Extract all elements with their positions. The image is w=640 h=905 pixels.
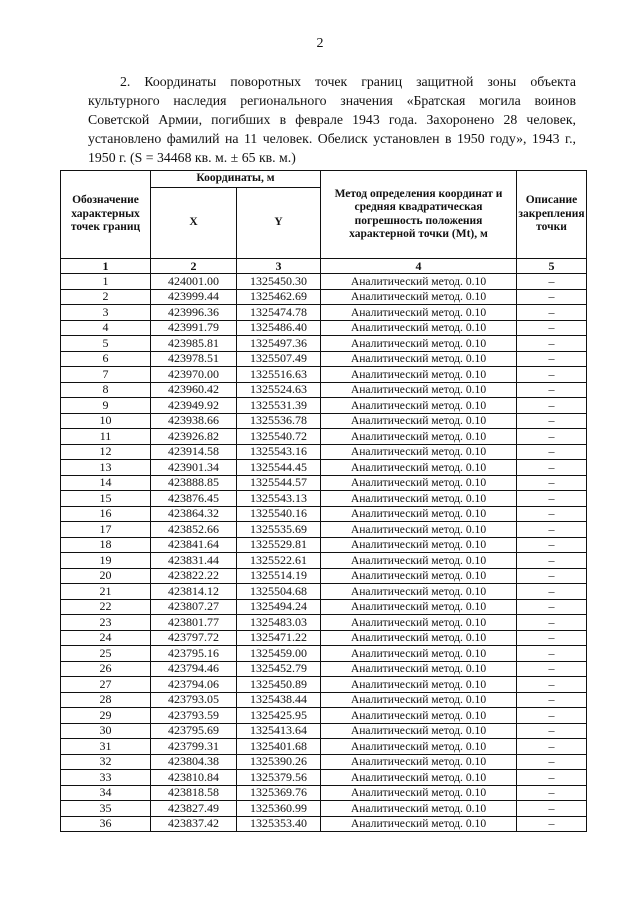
header-coords: Координаты, м <box>151 171 321 188</box>
point-cell: 22 <box>61 599 151 615</box>
description-cell: – <box>517 413 587 429</box>
y-cell: 1325514.19 <box>237 568 321 584</box>
point-cell: 30 <box>61 723 151 739</box>
method-cell: Аналитический метод. 0.10 <box>321 615 517 631</box>
method-cell: Аналитический метод. 0.10 <box>321 568 517 584</box>
table-row <box>61 398 587 414</box>
description-cell: – <box>517 599 587 615</box>
x-cell: 423938.66 <box>151 413 237 429</box>
point-cell: 13 <box>61 460 151 476</box>
description-cell: – <box>517 537 587 553</box>
x-cell: 423888.85 <box>151 475 237 491</box>
y-cell: 1325522.61 <box>237 553 321 569</box>
table-row <box>61 351 587 367</box>
method-cell: Аналитический метод. 0.10 <box>321 274 517 290</box>
method-cell: Аналитический метод. 0.10 <box>321 723 517 739</box>
y-cell: 1325413.64 <box>237 723 321 739</box>
description-cell: – <box>517 754 587 770</box>
method-cell: Аналитический метод. 0.10 <box>321 708 517 724</box>
point-cell: 34 <box>61 785 151 801</box>
method-cell: Аналитический метод. 0.10 <box>321 553 517 569</box>
method-cell: Аналитический метод. 0.10 <box>321 770 517 786</box>
table-row <box>61 382 587 398</box>
point-cell: 2 <box>61 289 151 305</box>
method-cell: Аналитический метод. 0.10 <box>321 692 517 708</box>
method-cell: Аналитический метод. 0.10 <box>321 460 517 476</box>
header-method: Метод определения координат и средняя квадратическая погрешность положения характерной точки (Mt), м <box>321 171 517 259</box>
x-cell: 423926.82 <box>151 429 237 445</box>
method-cell: Аналитический метод. 0.10 <box>321 351 517 367</box>
point-cell: 23 <box>61 615 151 631</box>
page-number: 2 <box>316 36 324 51</box>
x-cell: 423827.49 <box>151 801 237 817</box>
table-row <box>61 677 587 693</box>
table-row <box>61 522 587 538</box>
x-cell: 423852.66 <box>151 522 237 538</box>
table-row <box>61 289 587 305</box>
method-cell: Аналитический метод. 0.10 <box>321 522 517 538</box>
x-cell: 423795.69 <box>151 723 237 739</box>
method-cell: Аналитический метод. 0.10 <box>321 336 517 352</box>
point-cell: 17 <box>61 522 151 538</box>
y-cell: 1325524.63 <box>237 382 321 398</box>
method-cell: Аналитический метод. 0.10 <box>321 444 517 460</box>
table-row <box>61 336 587 352</box>
method-cell: Аналитический метод. 0.10 <box>321 599 517 615</box>
y-cell: 1325544.57 <box>237 475 321 491</box>
x-cell: 423807.27 <box>151 599 237 615</box>
method-cell: Аналитический метод. 0.10 <box>321 630 517 646</box>
x-cell: 423795.16 <box>151 646 237 662</box>
y-cell: 1325390.26 <box>237 754 321 770</box>
table-row <box>61 739 587 755</box>
x-cell: 423978.51 <box>151 351 237 367</box>
table-row <box>61 475 587 491</box>
y-cell: 1325401.68 <box>237 739 321 755</box>
y-cell: 1325486.40 <box>237 320 321 336</box>
point-cell: 25 <box>61 646 151 662</box>
y-cell: 1325459.00 <box>237 646 321 662</box>
x-cell: 423818.58 <box>151 785 237 801</box>
header-y: Y <box>237 188 321 259</box>
table-row <box>61 274 587 290</box>
y-cell: 1325462.69 <box>237 289 321 305</box>
x-cell: 423810.84 <box>151 770 237 786</box>
y-cell: 1325535.69 <box>237 522 321 538</box>
description-cell: – <box>517 677 587 693</box>
description-cell: – <box>517 444 587 460</box>
description-cell: – <box>517 584 587 600</box>
description-cell: – <box>517 336 587 352</box>
x-cell: 423804.38 <box>151 754 237 770</box>
description-cell: – <box>517 723 587 739</box>
table-row <box>61 770 587 786</box>
point-cell: 3 <box>61 305 151 321</box>
y-cell: 1325507.49 <box>237 351 321 367</box>
description-cell: – <box>517 429 587 445</box>
intro-text: 2. Координаты поворотных точек границ защитной зоны объекта культурного наследия регионального значения «Братская могила воинов Советской Армии, погибших в феврале 1943 года. Захоронено 28 человек, установлено фамилий на 11 человек. Обелиск установлен в 1950 году», 1943 г., 1950 г. (S = 34468 кв. м. ± 65 кв. м.) <box>88 74 576 165</box>
col-number-2: 2 <box>151 259 237 274</box>
method-cell: Аналитический метод. 0.10 <box>321 584 517 600</box>
y-cell: 1325544.45 <box>237 460 321 476</box>
y-cell: 1325369.76 <box>237 785 321 801</box>
x-cell: 423831.44 <box>151 553 237 569</box>
table-row <box>61 506 587 522</box>
table-row <box>61 491 587 507</box>
table-row <box>61 801 587 817</box>
x-cell: 423841.64 <box>151 537 237 553</box>
method-cell: Аналитический метод. 0.10 <box>321 320 517 336</box>
point-cell: 32 <box>61 754 151 770</box>
col-number-3: 3 <box>237 259 321 274</box>
description-cell: – <box>517 351 587 367</box>
method-cell: Аналитический метод. 0.10 <box>321 537 517 553</box>
table-row <box>61 630 587 646</box>
y-cell: 1325360.99 <box>237 801 321 817</box>
method-cell: Аналитический метод. 0.10 <box>321 367 517 383</box>
header-description: Описание закрепления точки <box>517 171 587 259</box>
description-cell: – <box>517 382 587 398</box>
method-cell: Аналитический метод. 0.10 <box>321 506 517 522</box>
table-row <box>61 785 587 801</box>
description-cell: – <box>517 274 587 290</box>
method-cell: Аналитический метод. 0.10 <box>321 754 517 770</box>
point-cell: 15 <box>61 491 151 507</box>
method-cell: Аналитический метод. 0.10 <box>321 429 517 445</box>
table-row <box>61 305 587 321</box>
x-cell: 423814.12 <box>151 584 237 600</box>
y-cell: 1325540.72 <box>237 429 321 445</box>
y-cell: 1325471.22 <box>237 630 321 646</box>
description-cell: – <box>517 460 587 476</box>
point-cell: 35 <box>61 801 151 817</box>
point-cell: 24 <box>61 630 151 646</box>
description-cell: – <box>517 289 587 305</box>
table-row <box>61 754 587 770</box>
point-cell: 26 <box>61 661 151 677</box>
point-cell: 5 <box>61 336 151 352</box>
x-cell: 423949.92 <box>151 398 237 414</box>
table-row <box>61 599 587 615</box>
method-cell: Аналитический метод. 0.10 <box>321 677 517 693</box>
y-cell: 1325438.44 <box>237 692 321 708</box>
point-cell: 33 <box>61 770 151 786</box>
description-cell: – <box>517 553 587 569</box>
y-cell: 1325450.30 <box>237 274 321 290</box>
description-cell: – <box>517 630 587 646</box>
y-cell: 1325425.95 <box>237 708 321 724</box>
x-cell: 423837.42 <box>151 816 237 832</box>
y-cell: 1325543.13 <box>237 491 321 507</box>
x-cell: 423970.00 <box>151 367 237 383</box>
point-cell: 16 <box>61 506 151 522</box>
table-row <box>61 646 587 662</box>
point-cell: 27 <box>61 677 151 693</box>
col-number-4: 4 <box>321 259 517 274</box>
table-row <box>61 584 587 600</box>
description-cell: – <box>517 801 587 817</box>
y-cell: 1325353.40 <box>237 816 321 832</box>
x-cell: 423801.77 <box>151 615 237 631</box>
description-cell: – <box>517 506 587 522</box>
table-body <box>61 274 587 832</box>
description-cell: – <box>517 692 587 708</box>
y-cell: 1325497.36 <box>237 336 321 352</box>
description-cell: – <box>517 615 587 631</box>
y-cell: 1325483.03 <box>237 615 321 631</box>
x-cell: 423793.05 <box>151 692 237 708</box>
point-cell: 29 <box>61 708 151 724</box>
x-cell: 423999.44 <box>151 289 237 305</box>
description-cell: – <box>517 522 587 538</box>
table-row <box>61 460 587 476</box>
description-cell: – <box>517 320 587 336</box>
col-number-1: 1 <box>61 259 151 274</box>
x-cell: 423901.34 <box>151 460 237 476</box>
table-row <box>61 661 587 677</box>
description-cell: – <box>517 739 587 755</box>
table-row <box>61 816 587 832</box>
x-cell: 423864.32 <box>151 506 237 522</box>
x-cell: 423822.22 <box>151 568 237 584</box>
description-cell: – <box>517 785 587 801</box>
x-cell: 423794.46 <box>151 661 237 677</box>
description-cell: – <box>517 661 587 677</box>
method-cell: Аналитический метод. 0.10 <box>321 413 517 429</box>
method-cell: Аналитический метод. 0.10 <box>321 289 517 305</box>
table-row <box>61 708 587 724</box>
table-row <box>61 444 587 460</box>
y-cell: 1325543.16 <box>237 444 321 460</box>
description-cell: – <box>517 398 587 414</box>
y-cell: 1325450.89 <box>237 677 321 693</box>
point-cell: 9 <box>61 398 151 414</box>
point-cell: 31 <box>61 739 151 755</box>
x-cell: 423793.59 <box>151 708 237 724</box>
point-cell: 11 <box>61 429 151 445</box>
point-cell: 36 <box>61 816 151 832</box>
point-cell: 10 <box>61 413 151 429</box>
table-row <box>61 367 587 383</box>
header-point: Обозначение характерных точек границ <box>61 171 151 259</box>
table-row <box>61 413 587 429</box>
description-cell: – <box>517 770 587 786</box>
table-row <box>61 615 587 631</box>
y-cell: 1325494.24 <box>237 599 321 615</box>
method-cell: Аналитический метод. 0.10 <box>321 801 517 817</box>
method-cell: Аналитический метод. 0.10 <box>321 646 517 662</box>
table-row <box>61 429 587 445</box>
y-cell: 1325531.39 <box>237 398 321 414</box>
method-cell: Аналитический метод. 0.10 <box>321 382 517 398</box>
x-cell: 423914.58 <box>151 444 237 460</box>
point-cell: 6 <box>61 351 151 367</box>
method-cell: Аналитический метод. 0.10 <box>321 491 517 507</box>
x-cell: 423996.36 <box>151 305 237 321</box>
table-row <box>61 723 587 739</box>
table-row <box>61 537 587 553</box>
description-cell: – <box>517 646 587 662</box>
description-cell: – <box>517 708 587 724</box>
point-cell: 8 <box>61 382 151 398</box>
method-cell: Аналитический метод. 0.10 <box>321 739 517 755</box>
point-cell: 19 <box>61 553 151 569</box>
x-cell: 423876.45 <box>151 491 237 507</box>
table-row <box>61 553 587 569</box>
description-cell: – <box>517 475 587 491</box>
x-cell: 423797.72 <box>151 630 237 646</box>
header-x: X <box>151 188 237 259</box>
table-row <box>61 568 587 584</box>
point-cell: 12 <box>61 444 151 460</box>
point-cell: 21 <box>61 584 151 600</box>
point-cell: 1 <box>61 274 151 290</box>
description-cell: – <box>517 568 587 584</box>
point-cell: 14 <box>61 475 151 491</box>
description-cell: – <box>517 305 587 321</box>
y-cell: 1325474.78 <box>237 305 321 321</box>
coordinates-table <box>60 170 587 832</box>
method-cell: Аналитический метод. 0.10 <box>321 398 517 414</box>
y-cell: 1325516.63 <box>237 367 321 383</box>
point-cell: 28 <box>61 692 151 708</box>
description-cell: – <box>517 816 587 832</box>
x-cell: 423991.79 <box>151 320 237 336</box>
y-cell: 1325504.68 <box>237 584 321 600</box>
point-cell: 18 <box>61 537 151 553</box>
col-number-5: 5 <box>517 259 587 274</box>
intro-paragraph <box>88 72 576 167</box>
point-cell: 4 <box>61 320 151 336</box>
x-cell: 423960.42 <box>151 382 237 398</box>
table-row <box>61 692 587 708</box>
method-cell: Аналитический метод. 0.10 <box>321 475 517 491</box>
method-cell: Аналитический метод. 0.10 <box>321 785 517 801</box>
y-cell: 1325452.79 <box>237 661 321 677</box>
x-cell: 424001.00 <box>151 274 237 290</box>
x-cell: 423799.31 <box>151 739 237 755</box>
method-cell: Аналитический метод. 0.10 <box>321 661 517 677</box>
description-cell: – <box>517 367 587 383</box>
method-cell: Аналитический метод. 0.10 <box>321 305 517 321</box>
description-cell: – <box>517 491 587 507</box>
y-cell: 1325536.78 <box>237 413 321 429</box>
x-cell: 423794.06 <box>151 677 237 693</box>
y-cell: 1325379.56 <box>237 770 321 786</box>
x-cell: 423985.81 <box>151 336 237 352</box>
table-row <box>61 320 587 336</box>
point-cell: 20 <box>61 568 151 584</box>
y-cell: 1325540.16 <box>237 506 321 522</box>
method-cell: Аналитический метод. 0.10 <box>321 816 517 832</box>
y-cell: 1325529.81 <box>237 537 321 553</box>
point-cell: 7 <box>61 367 151 383</box>
